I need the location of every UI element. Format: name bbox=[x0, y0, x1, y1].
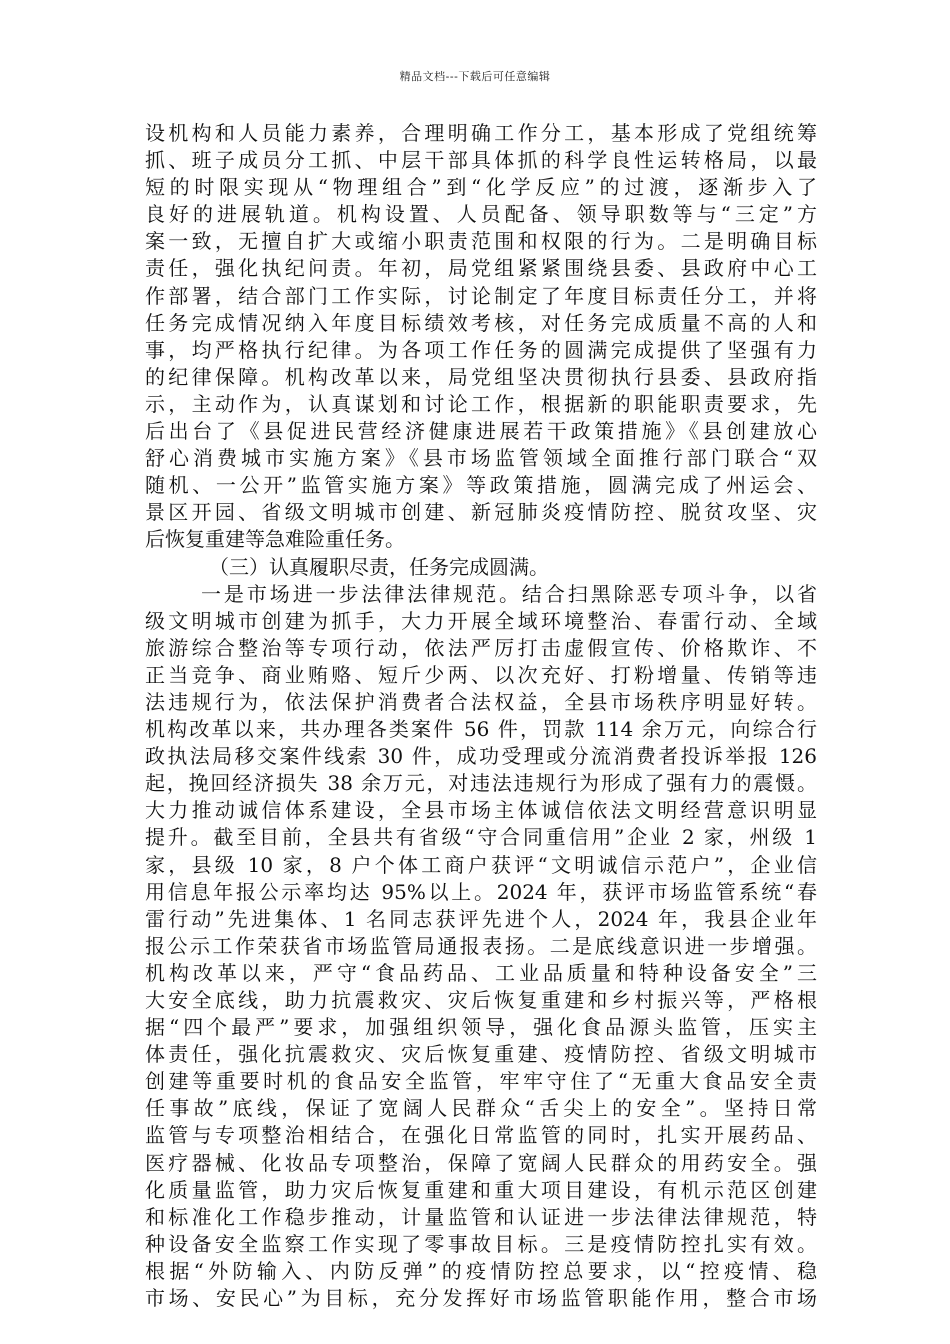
text-line: 种设备安全监察工作实现了零事故目标。三是疫情防控扎实有效。 bbox=[145, 1231, 817, 1256]
text-line: 监管与专项整治相结合，在强化日常监管的同时，扎实开展药品、 bbox=[145, 1123, 817, 1148]
body-text bbox=[145, 120, 817, 1312]
text-line: 提升。截至目前，全县共有省级“守合同重信用”企业 2 家，州级 1 bbox=[145, 825, 817, 850]
text-line: 设机构和人员能力素养，合理明确工作分工，基本形成了党组统筹 bbox=[145, 121, 817, 145]
text-line: 化质量监管，助力灾后恢复重建和重大项目建设，有机示范区创建 bbox=[145, 1177, 817, 1202]
text-line: 家，县级 10 家，8 户个体工商户获评“文明诚信示范户”，企业信 bbox=[145, 852, 817, 877]
text-line: 大力推动诚信体系建设，全县市场主体诚信依法文明经营意识明显 bbox=[145, 798, 817, 823]
text-line: 案一致，无擅自扩大或缩小职责范围和权限的行为。二是明确目标 bbox=[145, 229, 817, 254]
text-line: 市场、安民心”为目标，充分发挥好市场监管职能作用，整合市场 bbox=[145, 1286, 817, 1311]
text-line: 法违规行为，依法保护消费者合法权益，全县市场秩序明显好转。 bbox=[145, 689, 817, 714]
text-line: 短的时限实现从“物理组合”到“化学反应”的过渡，逐渐步入了 bbox=[145, 175, 817, 200]
text-line: 根据“外防输入、内防反弹”的疫情防控总要求，以“控疫情、稳 bbox=[145, 1258, 817, 1283]
text-line: 责任，强化执纪问责。年初，局党组紧紧围绕县委、县政府中心工 bbox=[145, 256, 817, 281]
text-line: 正当竞争、商业贿赂、短斤少两、以次充好、打粉增量、传销等违 bbox=[145, 662, 817, 687]
text-line: 旅游综合整治等专项行动，依法严厉打击虚假宣传、价格欺诈、不 bbox=[145, 635, 817, 660]
text-line: 起，挽回经济损失 38 余万元，对违法违规行为形成了强有力的震慑。 bbox=[145, 771, 817, 796]
page-header: 精品文档---下载后可任意编辑 bbox=[399, 70, 551, 83]
text-line: 随机、一公开”监管实施方案》等政策措施，圆满完成了州运会、 bbox=[145, 473, 817, 498]
text-line: 大安全底线，助力抗震救灾、灾后恢复重建和乡村振兴等，严格根 bbox=[145, 988, 817, 1012]
text-line: 用信息年报公示率均达 95%以上。2024 年，获评市场监管系统“春 bbox=[145, 879, 817, 904]
text-line: 雷行动”先进集体、1 名同志获评先进个人，2024 年，我县企业年 bbox=[145, 906, 817, 931]
text-line: 舒心消费城市实施方案》《县市场监管领域全面推行部门联合“双 bbox=[145, 446, 817, 471]
text-line: 景区开园、省级文明城市创建、新冠肺炎疫情防控、脱贫攻坚、灾 bbox=[145, 500, 817, 525]
section-heading: （三）认真履职尽责，任务完成圆满。 bbox=[209, 554, 549, 579]
text-line: 一是市场进一步法律法律规范。结合扫黑除恶专项斗争，以省 bbox=[201, 581, 817, 606]
text-line: 创建等重要时机的食品安全监管，牢牢守住了“无重大食品安全责 bbox=[145, 1069, 817, 1094]
text-line: 后出台了《县促进民营经济健康进展若干政策措施》《县创建放心 bbox=[145, 419, 817, 444]
text-line: 良好的进展轨道。机构设置、人员配备、领导职数等与“三定”方 bbox=[145, 202, 817, 227]
text-line: 级文明城市创建为抓手，大力开展全域环境整治、春雷行动、全域 bbox=[145, 608, 817, 633]
text-line: 后恢复重建等急难险重任务。 bbox=[145, 527, 405, 552]
text-line: 据“四个最严”要求，加强组织领导，强化食品源头监管，压实主 bbox=[145, 1015, 817, 1040]
text-line: 任事故”底线，保证了宽阔人民群众“舌尖上的安全”。坚持日常 bbox=[145, 1096, 817, 1121]
text-line: 体责任，强化抗震救灾、灾后恢复重建、疫情防控、省级文明城市 bbox=[145, 1042, 817, 1067]
text-line: 抓、班子成员分工抓、中层干部具体抓的科学良性运转格局，以最 bbox=[145, 148, 817, 173]
text-line: 任务完成情况纳入年度目标绩效考核，对任务完成质量不高的人和 bbox=[145, 310, 817, 335]
text-line: 的纪律保障。机构改革以来，局党组坚决贯彻执行县委、县政府指 bbox=[145, 364, 817, 389]
text-line: 医疗器械、化妆品专项整治，保障了宽阔人民群众的用药安全。强 bbox=[145, 1150, 817, 1175]
text-line: 报公示工作荣获省市场监管局通报表扬。二是底线意识进一步增强。 bbox=[145, 933, 817, 958]
text-line: 示，主动作为，认真谋划和讨论工作，根据新的职能职责要求，先 bbox=[145, 391, 817, 416]
text-line: 事，均严格执行纪律。为各项工作任务的圆满完成提供了坚强有力 bbox=[145, 337, 817, 362]
text-line: 机构改革以来，严守“食品药品、工业品质量和特种设备安全”三 bbox=[145, 960, 817, 985]
text-line: 作部署，结合部门工作实际，讨论制定了年度目标责任分工，并将 bbox=[145, 283, 817, 308]
text-line: 和标准化工作稳步推动，计量监管和认证进一步法律法律规范，特 bbox=[145, 1204, 817, 1229]
text-line: 政执法局移交案件线索 30 件，成功受理或分流消费者投诉举报 126 bbox=[145, 744, 817, 769]
text-line: 机构改革以来，共办理各类案件 56 件，罚款 114 余万元，向综合行 bbox=[145, 717, 817, 742]
